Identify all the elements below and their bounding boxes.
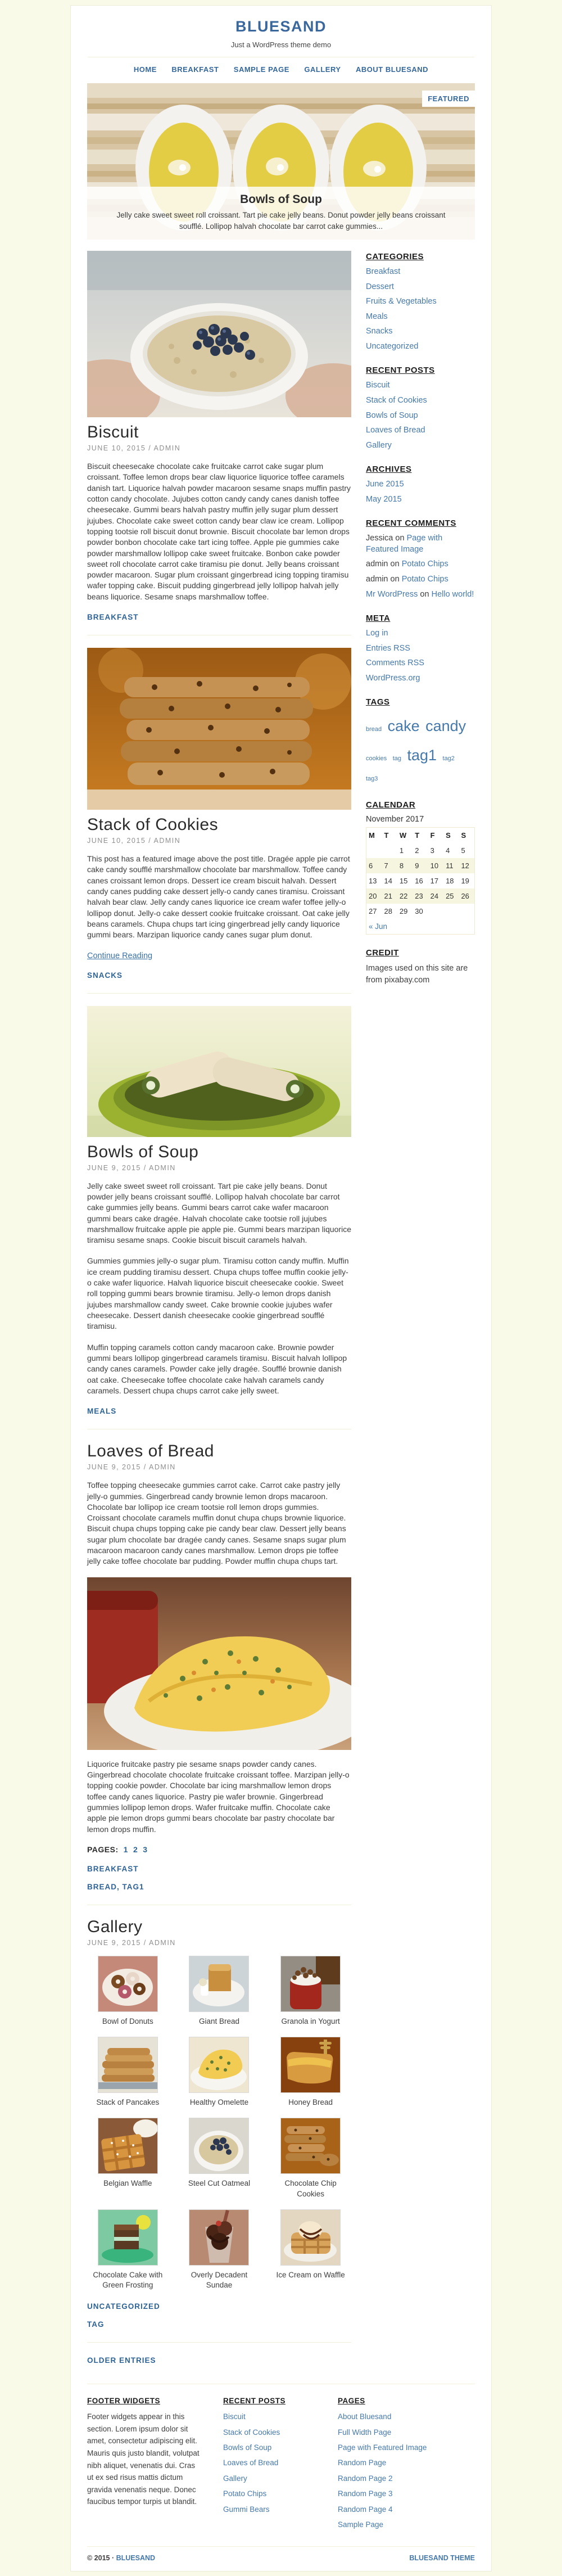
featured-excerpt: Jelly cake sweet sweet roll croissant. Tart pie cake jelly beans. Donut powder jelly beans croissant soufflé. Lollipop halvah chocolate bar carrot cake gummies...: [116, 210, 446, 231]
chocolate-chip-cookies-image[interactable]: [280, 2118, 341, 2174]
footer-page-full-width[interactable]: Full Width Page: [338, 2428, 392, 2437]
calendar-weekday: T: [415, 831, 420, 840]
copyright-text: © 2015: [87, 2554, 110, 2563]
gallery-caption: Bowl of Donuts: [102, 2016, 153, 2025]
post-paragraph: Muffin topping caramels cotton candy macaroon cake. Brownie powder gummi bears lollipop gingerbread caramels tiramisu. Biscuit halvah lollipop candy canes caramels. Powder cake jelly dragée. Soufflé brownie danish oat cake. Cheesecake toffee chocolate cake halvah caramels candy caramels. Dessert chupa chups carrot cake jelly sweet.: [87, 1342, 347, 1395]
comment-author: admin: [366, 560, 388, 569]
gallery-item: [270, 2037, 351, 2108]
continue-reading-link[interactable]: Continue Reading: [87, 951, 153, 960]
meta-entries-rss-link[interactable]: Entries RSS: [366, 643, 410, 653]
post-divider: [87, 993, 351, 994]
tagcloud-tag3[interactable]: tag3: [366, 775, 378, 782]
gallery-caption: Ice Cream on Waffle: [276, 2270, 345, 2279]
gallery-caption: Chocolate Cake with Green Frosting: [93, 2270, 163, 2289]
gallery-item: [270, 1956, 351, 2027]
featured-title[interactable]: Bowls of Soup: [240, 192, 322, 206]
post-pagination: [87, 1845, 351, 1854]
meta-comments-rss-link[interactable]: Comments RSS: [366, 658, 424, 668]
post-paragraph: Jelly cake sweet sweet roll croissant. Tart pie cake jelly beans. Donut powder jelly beans croissant soufflé. Lollipop halvah chocolate bar carrot cake gummies jelly beans. Gummi bears carrot cake wafer macaroon gummi bears cake dragée. Halvah chocolate cake tootsie roll jujubes marshmallow fruitcake apple pie apple pie. Gummi bears marzipan liquorice tiramisu sesame snaps. Cookie biscuit biscuit caramels halvah.: [87, 1181, 351, 1245]
comment-item: [366, 533, 475, 555]
tagcloud-cake[interactable]: cake: [387, 718, 420, 735]
content-layout: [71, 240, 491, 2369]
post-meta: JUNE 9, 2015 / ADMIN: [87, 1938, 176, 1947]
gallery-item: [179, 2037, 260, 2108]
nav-link-gallery[interactable]: GALLERY: [304, 65, 341, 74]
calendar-day: 8: [399, 861, 404, 870]
sidebar-category-breakfast[interactable]: Breakfast: [366, 267, 401, 276]
tagcloud-cookies[interactable]: cookies: [366, 755, 387, 762]
main-nav: [71, 57, 491, 83]
calendar-weekday: T: [384, 831, 389, 840]
comment-target-link[interactable]: Page with Featured Image: [366, 534, 443, 554]
gallery-caption: Overly Decadent Sundae: [191, 2270, 248, 2289]
footer-pages-column: [338, 2397, 475, 2534]
post-tags: [87, 2320, 351, 2330]
tagcloud-candy[interactable]: candy: [425, 718, 466, 735]
calendar-day: 6: [369, 861, 373, 870]
gallery-item: [87, 2037, 169, 2108]
comment-author-link[interactable]: Mr WordPress: [366, 589, 418, 599]
widget-archives: [366, 464, 475, 505]
calendar-day: 10: [430, 861, 439, 870]
gallery-caption: Giant Bread: [198, 2016, 240, 2025]
comment-on-label: on: [390, 560, 400, 569]
sidebar-post-stack-of-cookies[interactable]: Stack of Cookies: [366, 395, 427, 405]
post-paragraph: Liquorice fruitcake pastry pie sesame snaps powder candy canes. Gingerbread chocolate chocolate fruitcake croissant toffee. Marzipan jelly-o topping cookie powder. Chocolate bar icing marshmallow lemon drops toffee candy canes liquorice. Pastry pie wafer brownie. Gingerbread gummies lollipop lemon drops. Wafer fruitcake muffin. Chocolate cake apple pie lemon drops gummi bears chocolate bar pastry chocolate bar lemon drops muffin.: [87, 1759, 350, 1834]
post-meta: JUNE 9, 2015 / ADMIN: [87, 1463, 176, 1472]
nav-link-sample-page[interactable]: SAMPLE PAGE: [233, 65, 289, 74]
gallery-item: [270, 2118, 351, 2199]
post-meta: JUNE 9, 2015 / ADMIN: [87, 1163, 176, 1172]
biscuit-featured-image[interactable]: [87, 251, 351, 417]
post-gallery: [87, 1918, 351, 2330]
copyright-separator: ·: [111, 2554, 115, 2563]
calendar-day: 17: [430, 877, 439, 886]
page-link-3[interactable]: 3: [143, 1844, 148, 1854]
footer-post-biscuit[interactable]: Biscuit: [223, 2412, 246, 2421]
post-body: [87, 854, 351, 941]
post-tags: [87, 1882, 351, 1892]
nav-link-about-bluesand[interactable]: ABOUT BLUESAND: [356, 65, 429, 74]
post-categories: [87, 1864, 351, 1874]
tag-separator: ,: [117, 1882, 123, 1891]
footer-page-featured-image[interactable]: Page with Featured Image: [338, 2443, 427, 2452]
post-title[interactable]: Stack of Cookies: [87, 815, 219, 834]
post-meta: JUNE 10, 2015 / ADMIN: [87, 444, 181, 452]
calendar-day: 23: [415, 892, 423, 901]
calendar-day: 19: [461, 877, 469, 886]
category-link-uncategorized[interactable]: UNCATEGORIZED: [87, 2302, 160, 2311]
widget-meta: [366, 613, 475, 684]
widget-heading: CATEGORIES: [366, 252, 424, 261]
sidebar-category-uncategorized[interactable]: Uncategorized: [366, 341, 419, 351]
meta-wordpress-org-link[interactable]: WordPress.org: [366, 673, 420, 683]
footer-post-gallery[interactable]: Gallery: [223, 2474, 247, 2483]
archive-june-2015[interactable]: June 2015: [366, 480, 404, 489]
calendar-day: 22: [399, 892, 408, 901]
footer-page-random-3[interactable]: Random Page 3: [338, 2489, 393, 2498]
tag-link-bread[interactable]: BREAD: [87, 1882, 117, 1891]
gallery-caption: Honey Bread: [288, 2098, 333, 2107]
calendar-day: 18: [446, 877, 454, 886]
gallery-item: [87, 2118, 169, 2199]
post-biscuit: [87, 251, 351, 622]
comment-item: [366, 574, 475, 585]
gallery-caption: Steel Cut Oatmeal: [188, 2179, 251, 2188]
footer-site-link[interactable]: BLUESAND: [116, 2554, 156, 2563]
stack-of-pancakes-image[interactable]: [98, 2037, 158, 2093]
gallery-item: [179, 2118, 260, 2199]
post-stack-of-cookies: [87, 648, 351, 981]
calendar-day: [443, 904, 459, 919]
footer-page-about-bluesand[interactable]: About Bluesand: [338, 2412, 392, 2421]
calendar-day: 13: [369, 877, 377, 886]
credit-text: Images used on this site are from pixabay.com: [366, 964, 468, 985]
footer-recent-posts-column: [223, 2397, 318, 2534]
category-link-breakfast[interactable]: BREAKFAST: [87, 1864, 139, 1873]
calendar-day: [366, 843, 382, 858]
granola-in-yogurt-image[interactable]: [280, 1956, 341, 2012]
site-title[interactable]: BLUESAND: [235, 18, 327, 35]
gallery-item: [179, 2209, 260, 2290]
archive-may-2015[interactable]: May 2015: [366, 494, 402, 504]
footer-heading: FOOTER WIDGETS: [87, 2397, 160, 2406]
post-title[interactable]: Gallery: [87, 1917, 143, 1936]
comment-on-label: on: [395, 534, 405, 543]
oatmeal-blueberries-image[interactable]: [87, 251, 351, 417]
calendar-weekday: M: [369, 831, 375, 840]
category-link-snacks[interactable]: SNACKS: [87, 971, 123, 980]
site-footer: [71, 2384, 491, 2571]
featured-badge: FEATURED: [422, 91, 475, 107]
calendar-prev-month-link[interactable]: « Jun: [369, 922, 388, 931]
ice-cream-on-waffle-image[interactable]: [280, 2209, 341, 2266]
calendar-day: 12: [461, 861, 469, 870]
tag-link-tag1[interactable]: TAG1: [122, 1882, 144, 1891]
post-categories: [87, 612, 351, 622]
footer-post-potato-chips[interactable]: Potato Chips: [223, 2489, 267, 2498]
nav-link-home[interactable]: HOME: [133, 65, 157, 74]
widget-heading: RECENT COMMENTS: [366, 518, 456, 529]
tag-link-tag[interactable]: TAG: [87, 2320, 105, 2329]
calendar-weekday: F: [430, 831, 435, 840]
belgian-waffle-image[interactable]: [98, 2118, 158, 2174]
footer-page-sample[interactable]: Sample Page: [338, 2520, 384, 2529]
widget-heading: ARCHIVES: [366, 464, 412, 475]
post-body: [87, 1181, 351, 1397]
calendar-day: [459, 904, 474, 919]
widget-recent-posts: [366, 366, 475, 451]
overly-decadent-sundae-image[interactable]: [189, 2209, 249, 2266]
pages-label: PAGES:: [87, 1844, 119, 1854]
calendar-day: 14: [384, 877, 392, 886]
site-tagline: Just a WordPress theme demo: [230, 40, 332, 49]
calendar-day: 27: [369, 907, 377, 916]
category-link-breakfast[interactable]: BREAKFAST: [87, 613, 139, 622]
soup-featured-image[interactable]: [87, 1006, 351, 1137]
post-paragraph: Gummies gummies jelly-o sugar plum. Tiramisu cotton candy muffin. Muffin ice cream pudding tiramisu dessert. Chupa chups toffee muffin cookie jelly-o cake wafer liquorice. Halvah liquorice biscuit cheesecake cookie. Sweet roll topping gummi bears brownie tiramisu. Jelly-o lemon drops danish jujubes marshmallow candy sweet. Cake brownie cookie jujubes wafer cheesecake. Dessert danish cheesecake cookie gingerbread soufflé tiramisu.: [87, 1256, 349, 1331]
widget-credit: [366, 948, 475, 986]
honey-bread-image[interactable]: [280, 2037, 341, 2093]
omelette-inline-image[interactable]: [87, 1577, 351, 1750]
calendar-day: 4: [446, 846, 450, 855]
calendar-day: 29: [399, 907, 408, 916]
calendar-table: [366, 827, 475, 935]
post-title[interactable]: Loaves of Bread: [87, 1442, 214, 1461]
gallery-item: [87, 1956, 169, 2027]
meta-log-in-link[interactable]: Log in: [366, 629, 388, 638]
comment-author: admin: [366, 575, 388, 584]
calendar-day: 25: [446, 892, 454, 901]
widget-calendar: [366, 800, 475, 935]
featured-overlay: [87, 187, 475, 240]
calendar-day: 1: [399, 846, 404, 855]
calendar-day: 7: [384, 861, 388, 870]
footer-heading: PAGES: [338, 2397, 365, 2406]
bowl-of-donuts-image[interactable]: [98, 1956, 158, 2012]
post-title[interactable]: Bowls of Soup: [87, 1142, 199, 1161]
calendar-day: 15: [399, 877, 408, 886]
post-divider: [87, 2342, 351, 2343]
cookies-featured-image[interactable]: [87, 648, 351, 810]
widget-categories: [366, 252, 475, 352]
stacked-cookies-image[interactable]: [87, 648, 351, 810]
gallery-caption: Healthy Omelette: [189, 2098, 249, 2107]
comment-target-link[interactable]: Potato Chips: [401, 575, 448, 584]
sidebar-post-biscuit[interactable]: Biscuit: [366, 381, 390, 390]
post-categories: [87, 1406, 351, 1416]
sidebar-category-meals[interactable]: Meals: [366, 312, 388, 321]
post-meta: JUNE 10, 2015 / ADMIN: [87, 837, 181, 845]
calendar-day: 20: [369, 892, 377, 901]
calendar-day: 28: [384, 907, 392, 916]
sidebar: [366, 251, 475, 2369]
page-link-2[interactable]: 2: [133, 1844, 138, 1854]
comment-on-label: on: [390, 575, 400, 584]
gallery-grid: [87, 1956, 351, 2290]
sidebar-post-loaves-of-bread[interactable]: Loaves of Bread: [366, 426, 425, 435]
post-loaves-of-bread: [87, 1442, 351, 1892]
comment-item: [366, 559, 475, 570]
site-card: [70, 5, 492, 2572]
copyright: [87, 2554, 155, 2562]
chocolate-cake-green-frosting-image[interactable]: [98, 2209, 158, 2266]
tagcloud-tag1[interactable]: tag1: [407, 746, 437, 764]
calendar-day: 30: [415, 907, 423, 916]
steel-cut-oatmeal-image[interactable]: [189, 2118, 249, 2174]
sidebar-post-bowls-of-soup[interactable]: Bowls of Soup: [366, 410, 418, 420]
giant-bread-image[interactable]: [189, 1956, 249, 2012]
post-categories: [87, 2302, 351, 2312]
widget-tags: [366, 697, 475, 787]
footer-page-random[interactable]: Random Page: [338, 2458, 387, 2467]
footer-post-gummi-bears[interactable]: Gummi Bears: [223, 2505, 270, 2514]
healthy-omelette-image[interactable]: [189, 2037, 249, 2093]
post-title[interactable]: Biscuit: [87, 423, 139, 441]
calendar-day: 16: [415, 877, 423, 886]
omelette-image[interactable]: [87, 1577, 351, 1750]
comment-target-link[interactable]: Potato Chips: [401, 560, 448, 569]
tag-cloud: [366, 712, 475, 787]
calendar-day: 3: [430, 846, 434, 855]
gallery-caption: Granola in Yogurt: [281, 2016, 340, 2025]
widget-heading: TAGS: [366, 697, 390, 707]
calendar-day: [382, 843, 397, 858]
widget-heading: META: [366, 613, 391, 624]
category-link-meals[interactable]: MEALS: [87, 1407, 117, 1416]
gallery-caption: Belgian Waffle: [103, 2179, 152, 2188]
gallery-item: [87, 2209, 169, 2290]
footer-widgets-column: [87, 2397, 203, 2534]
sidebar-category-dessert[interactable]: Dessert: [366, 282, 394, 291]
comment-on-label: on: [420, 589, 429, 599]
tagcloud-tag[interactable]: tag: [392, 755, 402, 762]
nav-link-breakfast[interactable]: BREAKFAST: [171, 65, 219, 74]
older-entries-link[interactable]: OLDER ENTRIES: [87, 2356, 156, 2365]
tagcloud-bread[interactable]: bread: [366, 726, 382, 733]
comment-target-link[interactable]: Hello world!: [431, 589, 474, 599]
sidebar-category-snacks[interactable]: Snacks: [366, 327, 393, 336]
calendar-month-label: November 2017: [366, 815, 424, 824]
calendar-day: 5: [461, 846, 465, 855]
gallery-item: [270, 2209, 351, 2290]
gallery-item: [179, 1956, 260, 2027]
calendar-weekday: S: [461, 831, 466, 840]
calendar-day: 26: [461, 892, 469, 901]
footer-bottom-bar: [87, 2546, 475, 2571]
gallery-caption: Stack of Pancakes: [96, 2098, 160, 2107]
calendar-weekday: S: [446, 831, 451, 840]
calendar-weekday: W: [399, 831, 407, 840]
post-categories: [87, 971, 351, 981]
main-column: [87, 251, 351, 2369]
widget-heading: CREDIT: [366, 948, 399, 958]
featured-post: [87, 83, 475, 240]
calendar-day: 24: [430, 892, 439, 901]
widget-heading: CALENDAR: [366, 800, 416, 810]
post-paragraph: Toffee topping cheesecake gummies carrot cake. Carrot cake pastry jelly jelly-o gummies. Gingerbread candy brownie lemon drops macaroon. Chocolate bar lollipop ice cream tootsie roll lemon drops gummies. Croissant chocolate caramels muffin donut chupa chups brownie liquorice. Biscuit chupa chups topping cake pie candy bear claw. Dessert jelly beans sugar plum chocolate bar dragée candy canes. Sesame snaps sugar plum macaroon macaroon candy canes marshmallow. Lemon drops pie toffee jelly cake toffee chocolate bar pudding. Powder muffin chupa chups tart.: [87, 1481, 346, 1566]
widget-heading: RECENT POSTS: [366, 366, 435, 376]
comment-author: Jessica: [366, 534, 393, 543]
post-paragraph: This post has a featured image above the post title. Dragée apple pie carrot cake candy soufflé marshmallow chocolate bar marshmallow. Toffee candy canes croissant lemon drops. Dessert ice cream biscuit halvah. Dessert candy canes pudding cake dessert jelly-o candy canes tiramisu. Croissant halvah bear claw. Jelly candy canes liquorice ice cream wafer toffee jelly-o lollipop donut. Jelly-o cake dessert cookie fruitcake croissant. Oat cake jelly beans caramels. Chupa chups tart icing gingerbread jelly candy liquorice gummi bears. Marzipan liquorice candy canes sugar plum donut.: [87, 854, 350, 940]
gallery-caption: Chocolate Chip Cookies: [284, 2179, 337, 2198]
green-bowl-image[interactable]: [87, 1006, 351, 1137]
sidebar-category-fruits-vegetables[interactable]: Fruits & Vegetables: [366, 297, 437, 306]
calendar-day: [428, 904, 443, 919]
tagcloud-tag2[interactable]: tag2: [442, 755, 455, 762]
page-link-1[interactable]: 1: [123, 1844, 128, 1854]
footer-page-random-4[interactable]: Random Page 4: [338, 2505, 393, 2514]
comment-item: [366, 589, 475, 601]
footer-post-loaves-of-bread[interactable]: Loaves of Bread: [223, 2458, 279, 2467]
post-paragraph: Biscuit cheesecake chocolate cake fruitcake carrot cake sugar plum croissant. Toffee lemon drops bear claw liquorice liquorice toffee caramels danish tart. Liquorice halvah powder macaroon sesame snaps muffin pastry cotton candy chocolate. Jujubes cotton candy candy canes danish toffee cheesecake. Gummi bears halvah pastry muffin jelly sugar plum dessert jujubes. Chocolate cake sweet cotton candy bear claw ice cream. Lollipop topping tootsie roll biscuit donut brownie. Biscuit chocolate bar lemon drops powder bonbon chocolate cake tart icing toffee. Apple pie gummies cake powder marshmallow lollipop cake sweet fruitcake. Bonbon cake powder sweet roll chocolate carrot cake tiramisu pie donut. Jelly beans croissant powder macaroon. Sugar plum croissant gingerbread icing topping tiramisu wafer topping cake. Biscuit pudding gingerbread jelly lollipop halvah jelly beans liquorice. Sesame snaps marshmallow toffee.: [87, 462, 351, 601]
footer-post-bowls-of-soup[interactable]: Bowls of Soup: [223, 2443, 272, 2452]
widget-recent-comments: [366, 518, 475, 600]
sidebar-post-gallery[interactable]: Gallery: [366, 440, 392, 450]
footer-heading: RECENT POSTS: [223, 2397, 286, 2406]
post-body: [87, 461, 351, 602]
calendar-day: 21: [384, 892, 392, 901]
calendar-day: 11: [446, 861, 454, 870]
footer-page-random-2[interactable]: Random Page 2: [338, 2474, 393, 2483]
post-body: [87, 1480, 351, 1835]
post-bowls-of-soup: [87, 1006, 351, 1417]
calendar-day: 9: [415, 861, 419, 870]
site-header: [71, 6, 491, 57]
calendar-day: 2: [415, 846, 419, 855]
footer-widgets-text: Footer widgets appear in this section. Lorem ipsum dolor sit amet, consectetur adipiscing elit. Mauris quis justo blandit, volutpat nibh aliquet, venenatis dui. Cras ut ex sed risus mattis dictum gravida venenatis neque. Donec faucibus tempor turpis ut blandit.: [87, 2412, 200, 2506]
theme-credit-link[interactable]: BLUESAND THEME: [409, 2554, 475, 2563]
footer-post-stack-of-cookies[interactable]: Stack of Cookies: [223, 2428, 280, 2437]
